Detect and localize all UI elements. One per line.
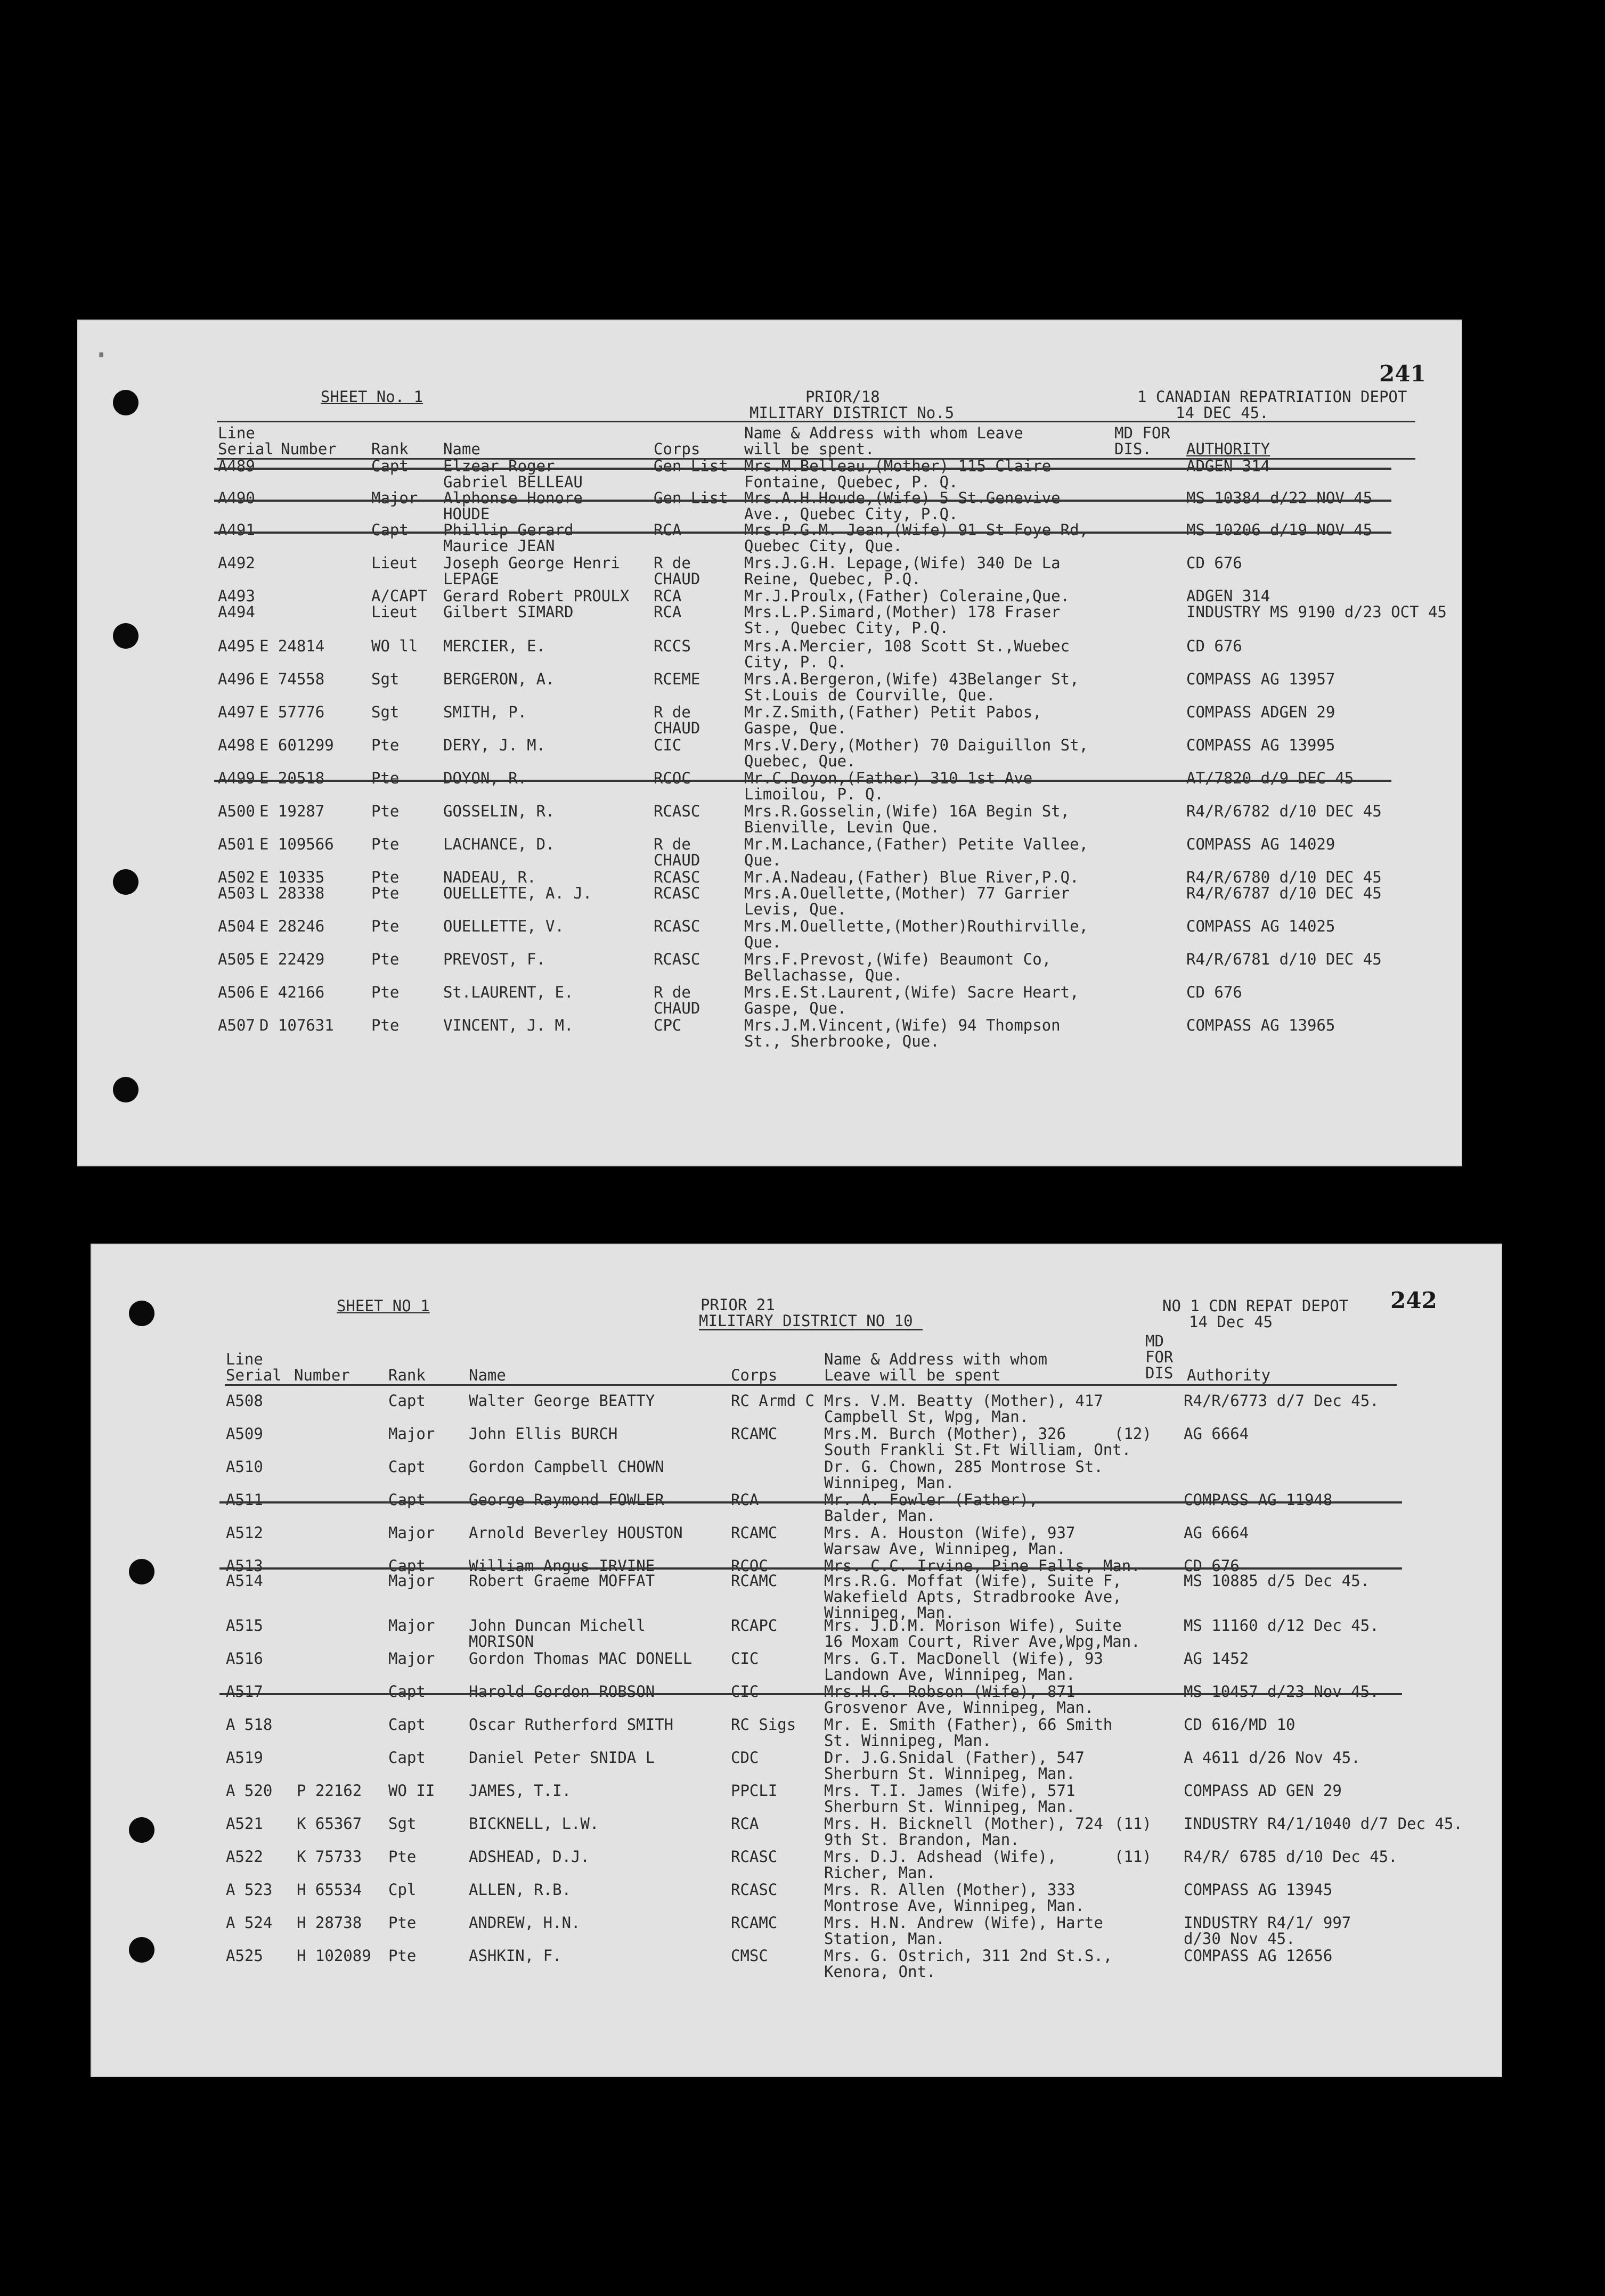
cell-authority: INDUSTRY R4/1/1040 d/7 Dec 45. [1184, 1815, 1463, 1833]
cell-name: Arnold Beverley HOUSTON [469, 1524, 683, 1542]
cell-address: Mrs.E.St.Laurent,(Wife) Sacre Heart, Gaspe, Que. [744, 983, 1079, 1017]
col-address: Name & Address with whom [824, 1350, 1048, 1368]
cell-number: K 75733 [297, 1848, 362, 1866]
margin-mark: · [92, 337, 111, 374]
cell-serial: A511 [226, 1491, 263, 1509]
cell-name: ANDREW, H.N. [469, 1914, 581, 1932]
page-number: 242 [1390, 1287, 1437, 1313]
cell-name: OUELLETTE, V. [443, 917, 564, 935]
cell-rank: Major [371, 489, 418, 507]
cell-name: William Angus IRVINE [469, 1557, 655, 1575]
depot-label: 1 CANADIAN REPATRIATION DEPOT [1137, 388, 1407, 406]
cell-name: OUELLETTE, A. J. [443, 884, 592, 902]
strikethrough-line [219, 1501, 1402, 1504]
cell-serial: A489 [218, 457, 255, 475]
cell-serial: A502 [218, 868, 255, 886]
cell-corps: RCAPC [731, 1616, 778, 1635]
cell-authority: R4/R/ 6785 d/10 Dec 45. [1184, 1848, 1398, 1866]
cell-authority: AG 1452 [1184, 1649, 1249, 1668]
cell-serial: A508 [226, 1392, 263, 1410]
cell-rank: Cpl [388, 1881, 417, 1899]
cell-corps: RCASC [731, 1881, 778, 1899]
cell-number: E 42166 [259, 983, 325, 1001]
cell-corps: PPCLI [731, 1782, 778, 1800]
cell-serial: A515 [226, 1616, 263, 1635]
cell-address: Mrs.L.P.Simard,(Mother) 178 Fraser St., Quebec City, P.Q. [744, 603, 1061, 637]
cell-authority: COMPASS AG 11948 [1184, 1491, 1333, 1509]
strikethrough-line [214, 500, 1391, 502]
cell-corps: RC Armd C [731, 1392, 815, 1410]
cell-serial: A501 [218, 835, 255, 853]
cell-number: D 107631 [259, 1016, 334, 1034]
cell-name: GOSSELIN, R. [443, 802, 555, 820]
cell-serial: A493 [218, 587, 255, 605]
cell-authority: R4/R/6780 d/10 DEC 45 [1186, 868, 1382, 886]
cell-number: L 28338 [259, 884, 325, 902]
cell-rank: Capt [371, 457, 409, 475]
cell-name: St.LAURENT, E. [443, 983, 574, 1001]
cell-number: E 74558 [259, 670, 325, 688]
strikethrough-line [214, 780, 1391, 782]
cell-authority: CD 616/MD 10 [1184, 1715, 1296, 1734]
col-corps: Corps [654, 440, 700, 458]
cell-address: Mrs.A.Bergeron,(Wife) 43Belanger St, St.Louis de Courville, Que. [744, 670, 1079, 704]
cell-address: Mrs. C.C. Irvine, Pine Falls, Man. [824, 1557, 1140, 1575]
cell-serial: A490 [218, 489, 255, 507]
header-rule [217, 421, 1415, 422]
cell-address: Mrs. D.J. Adshead (Wife), Richer, Man. [824, 1848, 1057, 1882]
punch-hole [129, 1817, 154, 1843]
cell-rank: Pte [371, 769, 400, 787]
cell-serial: A510 [226, 1458, 263, 1476]
cell-rank: Sgt [388, 1815, 417, 1833]
cell-authority: R4/R/6787 d/10 DEC 45 [1186, 884, 1382, 902]
cell-name: BICKNELL, L.W. [469, 1815, 599, 1833]
cell-address: Mrs.A.Ouellette,(Mother) 77 Garrier Levis, Que. [744, 884, 1070, 918]
strikethrough-line [219, 1567, 1402, 1570]
cell-corps: R de CHAUD [654, 554, 700, 588]
col-line: Line [226, 1350, 263, 1368]
cell-serial: A491 [218, 521, 255, 539]
cell-rank: Pte [388, 1947, 417, 1965]
cell-corps: RCASC [654, 868, 700, 886]
cell-rank: Sgt [371, 670, 400, 688]
cell-rank: Capt [388, 1748, 426, 1767]
cell-address: Mrs.V.Dery,(Mother) 70 Daiguillon St, Quebec, Que. [744, 736, 1089, 770]
cell-name: Harold Gordon ROBSON [469, 1682, 655, 1701]
cell-name: Phillip Gerard Maurice JEAN [443, 521, 574, 555]
cell-rank: WO ll [371, 637, 418, 655]
cell-authority: INDUSTRY R4/1/ 997 d/30 Nov 45. [1184, 1914, 1351, 1948]
cell-address: Dr. J.G.Snidal (Father), 547 Sherburn St. Winnipeg, Man. [824, 1748, 1085, 1783]
cell-number: E 601299 [259, 736, 334, 754]
cell-authority: COMPASS AG 13965 [1186, 1016, 1335, 1034]
cell-serial: A517 [226, 1682, 263, 1701]
cell-corps: RCASC [731, 1848, 778, 1866]
cell-address: Mrs. R. Allen (Mother), 333 Montrose Ave, Winnipeg, Man. [824, 1881, 1085, 1915]
cell-rank: Pte [371, 736, 400, 754]
cell-serial: A492 [218, 554, 255, 572]
cell-authority: ADGEN 314 [1186, 587, 1270, 605]
cell-corps: CMSC [731, 1947, 768, 1965]
cell-rank: A/CAPT [371, 587, 427, 605]
cell-name: VINCENT, J. M. [443, 1016, 574, 1034]
cell-corps: R de CHAUD [654, 983, 700, 1017]
cell-serial: A495 [218, 637, 255, 655]
cell-rank: Capt [388, 1392, 426, 1410]
cell-address: Mrs. A. Houston (Wife), 937 Warsaw Ave, Winnipeg, Man. [824, 1524, 1076, 1558]
cell-corps: RCA [654, 603, 682, 621]
cell-authority: R4/R/6782 d/10 DEC 45 [1186, 802, 1382, 820]
cell-serial: A512 [226, 1524, 263, 1542]
cell-rank: Capt [388, 1715, 426, 1734]
cell-rank: Major [388, 1649, 435, 1668]
col-md-2: FOR [1145, 1348, 1174, 1366]
cell-address: Mrs.J.G.H. Lepage,(Wife) 340 De La Reine, Quebec, P.Q. [744, 554, 1061, 588]
col-md: MD FOR [1114, 424, 1170, 442]
col-line: Line [218, 424, 255, 442]
cell-rank: Capt [388, 1458, 426, 1476]
cell-name: Walter George BEATTY [469, 1392, 655, 1410]
cell-authority: ADGEN 314 [1186, 457, 1270, 475]
cell-serial: A519 [226, 1748, 263, 1767]
cell-name: Robert Graeme MOFFAT [469, 1572, 655, 1590]
strikethrough-line [214, 532, 1391, 534]
cell-address: Mrs. J.D.M. Morison Wife), Suite 16 Moxam Court, River Ave,Wpg,Man. [824, 1616, 1140, 1650]
punch-hole [113, 390, 138, 415]
cell-authority: COMPASS AG 13945 [1184, 1881, 1333, 1899]
cell-address: Mr.M.Lachance,(Father) Petite Vallee, Que. [744, 835, 1089, 869]
cell-authority: MS 10457 d/23 Nov 45. [1184, 1682, 1379, 1701]
cell-number: H 65534 [297, 1881, 362, 1899]
cell-number: E 109566 [259, 835, 334, 853]
cell-corps: CDC [731, 1748, 759, 1767]
cell-name: Gordon Thomas MAC DONELL [469, 1649, 692, 1668]
cell-address: Mrs.R.Gosselin,(Wife) 16A Begin St, Bienville, Levin Que. [744, 802, 1070, 836]
cell-address: Mrs.P.G.M. Jean,(Wife) 91 St Foye Rd, Quebec City, Que. [744, 521, 1089, 555]
cell-corps: RCAMC [731, 1524, 778, 1542]
cell-name: John Ellis BURCH [469, 1425, 618, 1443]
cell-corps: RCASC [654, 950, 700, 968]
col-authority: AUTHORITY [1186, 440, 1270, 458]
cell-serial: A498 [218, 736, 255, 754]
cell-number: P 22162 [297, 1782, 362, 1800]
cell-address: Mr. E. Smith (Father), 66 Smith St. Winnipeg, Man. [824, 1715, 1113, 1750]
cell-corps: RCOC [731, 1557, 768, 1575]
cell-corps: R de CHAUD [654, 703, 700, 737]
cell-rank: Lieut [371, 603, 418, 621]
cell-rank: Capt [388, 1557, 426, 1575]
cell-address: Mrs.H.G. Robson (Wife), 871 Grosvenor Ave, Winnipeg, Man. [824, 1682, 1094, 1717]
sheet-date: 14 Dec 45 [1189, 1313, 1273, 1331]
punch-hole [113, 1077, 138, 1102]
cell-name: John Duncan Michell MORISON [469, 1616, 646, 1650]
cell-corps: CIC [731, 1682, 759, 1701]
cell-authority: COMPASS AG 13995 [1186, 736, 1335, 754]
cell-address: Mrs.R.G. Moffat (Wife), Suite F, Wakefield Apts, Stradbrooke Ave, Winnipeg, Man. [824, 1572, 1122, 1622]
cell-rank: Pte [371, 884, 400, 902]
cell-serial: A 523 [226, 1881, 273, 1899]
cell-rank: Capt [388, 1491, 426, 1509]
cell-corps: RCA [731, 1815, 759, 1833]
header-rule [699, 1329, 923, 1330]
cell-name: George Raymond FOWLER [469, 1491, 664, 1509]
cell-name: ADSHEAD, D.J. [469, 1848, 590, 1866]
cell-name: Daniel Peter SNIDA L [469, 1748, 655, 1767]
punch-hole [129, 1301, 154, 1326]
punch-hole [129, 1937, 154, 1963]
col-serial: Serial [226, 1366, 282, 1384]
ledger-sheet-242 [91, 1244, 1502, 2077]
col-serial: Serial [218, 440, 274, 458]
punch-hole [113, 623, 138, 649]
col-rank: Rank [371, 440, 409, 458]
cell-name: Oscar Rutherford SMITH [469, 1715, 674, 1734]
cell-rank: Pte [371, 868, 400, 886]
district-label: MILITARY DISTRICT No.5 [749, 404, 955, 422]
cell-authority: AG 6664 [1184, 1425, 1249, 1443]
cell-corps: RCOC [654, 769, 691, 787]
cell-rank: Lieut [371, 554, 418, 572]
cell-rank: Major [388, 1572, 435, 1590]
cell-address: Mrs.M.Ouellette,(Mother)Routhirville, Que. [744, 917, 1089, 951]
col-md-3: DIS [1145, 1364, 1174, 1382]
cell-rank: Pte [371, 917, 400, 935]
cell-number: E 57776 [259, 703, 325, 721]
cell-corps: RCASC [654, 802, 700, 820]
cell-authority: R4/R/6773 d/7 Dec 45. [1184, 1392, 1379, 1410]
cell-serial: A499 [218, 769, 255, 787]
cell-address: Mrs.M. Burch (Mother), 326 South Frankli St.Ft William, Ont. [824, 1425, 1131, 1459]
col-md-2: DIS. [1114, 440, 1152, 458]
strikethrough-line [214, 468, 1391, 470]
cell-name: NADEAU, R. [443, 868, 536, 886]
district-label: MILITARY DISTRICT NO 10 [699, 1312, 913, 1330]
cell-serial: A525 [226, 1947, 263, 1965]
cell-authority: COMPASS AG 14025 [1186, 917, 1335, 935]
cell-name: ASHKIN, F. [469, 1947, 562, 1965]
cell-name: Gilbert SIMARD [443, 603, 574, 621]
cell-serial: A522 [226, 1848, 263, 1866]
prior-label: PRIOR/18 [805, 388, 880, 406]
cell-serial: A503 [218, 884, 255, 902]
cell-rank: WO II [388, 1782, 435, 1800]
cell-serial: A514 [226, 1572, 263, 1590]
page-number: 241 [1379, 361, 1426, 387]
cell-serial: A521 [226, 1815, 263, 1833]
punch-hole [113, 869, 138, 895]
prior-label: PRIOR 21 [700, 1296, 775, 1314]
col-rank: Rank [388, 1366, 426, 1384]
cell-authority: MS 10206 d/19 NOV 45 [1186, 521, 1373, 539]
cell-authority: MS 11160 d/12 Dec 45. [1184, 1616, 1379, 1635]
cell-name: LACHANCE, D. [443, 835, 555, 853]
cell-number: H 28738 [297, 1914, 362, 1932]
cell-corps: RCEME [654, 670, 700, 688]
cell-address: Mr.A.Nadeau,(Father) Blue River,P.Q. [744, 868, 1079, 886]
cell-corps: RCA [731, 1491, 759, 1509]
col-name: Name [469, 1366, 506, 1384]
cell-corps: RCASC [654, 884, 700, 902]
cell-authority: CD 676 [1184, 1557, 1240, 1575]
cell-corps: CPC [654, 1016, 682, 1034]
cell-corps: RCAMC [731, 1572, 778, 1590]
cell-rank: Major [388, 1524, 435, 1542]
cell-md: (11) [1114, 1848, 1152, 1866]
cell-authority: CD 676 [1186, 637, 1242, 655]
cell-address: Mrs. H.N. Andrew (Wife), Harte Station, Man. [824, 1914, 1103, 1948]
cell-corps: RCA [654, 587, 682, 605]
cell-rank: Pte [371, 802, 400, 820]
cell-serial: A504 [218, 917, 255, 935]
sheet-label: SHEET NO 1 [337, 1297, 430, 1315]
cell-rank: Capt [371, 521, 409, 539]
cell-address: Mrs.M.Belleau,(Mother) 115 Claire Fontaine, Quebec, P. Q. [744, 457, 1052, 491]
cell-name: Joseph George Henri LEPAGE [443, 554, 620, 588]
cell-authority: MS 10885 d/5 Dec 45. [1184, 1572, 1370, 1590]
cell-corps: RCASC [654, 917, 700, 935]
cell-number: K 65367 [297, 1815, 362, 1833]
cell-corps: RCCS [654, 637, 691, 655]
cell-authority: AG 6664 [1184, 1524, 1249, 1542]
cell-name: DOYON, R. [443, 769, 527, 787]
cell-serial: A506 [218, 983, 255, 1001]
col-number: Number [281, 440, 337, 458]
cell-number: E 24814 [259, 637, 325, 655]
cell-serial: A496 [218, 670, 255, 688]
cell-rank: Pte [388, 1848, 417, 1866]
cell-number: E 20518 [259, 769, 325, 787]
cell-address: Mr.C.Doyon,(Father) 310 1st Ave Limoilou, P. Q. [744, 769, 1033, 803]
cell-authority: R4/R/6781 d/10 DEC 45 [1186, 950, 1382, 968]
col-name: Name [443, 440, 480, 458]
cell-address: Mrs.A.H.Houde,(Wife) 5 St.Genevive Ave., Quebec City, P.Q. [744, 489, 1061, 523]
sheet-label: SHEET No. 1 [321, 388, 423, 406]
cell-rank: Pte [371, 950, 400, 968]
col-number: Number [294, 1366, 350, 1384]
strikethrough-line [219, 1693, 1402, 1695]
cell-name: ALLEN, R.B. [469, 1881, 572, 1899]
cell-address: Mrs. H. Bicknell (Mother), 724 9th St. Brandon, Man. [824, 1815, 1103, 1849]
cell-authority: COMPASS AG 14029 [1186, 835, 1335, 853]
col-corps: Corps [731, 1366, 778, 1384]
cell-rank: Major [388, 1425, 435, 1443]
cell-corps: Gen List [654, 489, 728, 507]
cell-name: PREVOST, F. [443, 950, 546, 968]
cell-number: E 10335 [259, 868, 325, 886]
cell-rank: Pte [371, 1016, 400, 1034]
cell-address: Mrs. G. Ostrich, 311 2nd St.S., Kenora, Ont. [824, 1947, 1113, 1981]
cell-serial: A497 [218, 703, 255, 721]
cell-address: Mr. A. Fowler (Father), Balder, Man. [824, 1491, 1038, 1525]
cell-corps: RCAMC [731, 1425, 778, 1443]
cell-md: (11) [1114, 1815, 1152, 1833]
cell-name: BERGERON, A. [443, 670, 555, 688]
cell-rank: Pte [388, 1914, 417, 1932]
cell-serial: A500 [218, 802, 255, 820]
cell-name: Gerard Robert PROULX [443, 587, 630, 605]
col-address-2: Leave will be spent [824, 1366, 1001, 1384]
cell-authority: A 4611 d/26 Nov 45. [1184, 1748, 1360, 1767]
cell-serial: A 524 [226, 1914, 273, 1932]
cell-name: JAMES, T.I. [469, 1782, 572, 1800]
cell-address: Mrs. G.T. MacDonell (Wife), 93 Landown Ave, Winnipeg, Man. [824, 1649, 1103, 1684]
col-address-2: will be spent. [744, 440, 875, 458]
cell-serial: A505 [218, 950, 255, 968]
cell-authority: MS 10384 d/22 NOV 45 [1186, 489, 1373, 507]
punch-hole [129, 1559, 154, 1584]
cell-authority: AT/7820 d/9 DEC 45 [1186, 769, 1354, 787]
cell-authority: INDUSTRY MS 9190 d/23 OCT 45 [1186, 603, 1447, 621]
cell-authority: COMPASS AD GEN 29 [1184, 1782, 1342, 1800]
ledger-sheet-241 [77, 320, 1462, 1166]
cell-serial: A 518 [226, 1715, 273, 1734]
cell-rank: Capt [388, 1682, 426, 1701]
cell-serial: A 520 [226, 1782, 273, 1800]
cell-number: E 19287 [259, 802, 325, 820]
col-authority: Authority [1187, 1366, 1271, 1384]
cell-name: Gordon Campbell CHOWN [469, 1458, 664, 1476]
cell-address: Mrs.A.Mercier, 108 Scott St.,Wuebec City, P. Q. [744, 637, 1070, 671]
cell-address: Mrs.J.M.Vincent,(Wife) 94 Thompson St., Sherbrooke, Que. [744, 1016, 1061, 1050]
cell-name: Alphonse Honore HOUDE [443, 489, 583, 523]
cell-serial: A507 [218, 1016, 255, 1034]
header-rule [225, 1384, 1397, 1386]
cell-serial: A516 [226, 1649, 263, 1668]
cell-name: MERCIER, E. [443, 637, 546, 655]
cell-corps: RCAMC [731, 1914, 778, 1932]
cell-number: H 102089 [297, 1947, 371, 1965]
cell-number: E 22429 [259, 950, 325, 968]
depot-label: NO 1 CDN REPAT DEPOT [1162, 1297, 1349, 1315]
cell-name: Elzear Roger Gabriel BELLEAU [443, 457, 583, 491]
cell-corps: Gen List [654, 457, 728, 475]
cell-authority: CD 676 [1186, 554, 1242, 572]
cell-corps: CIC [654, 736, 682, 754]
cell-address: Mrs. V.M. Beatty (Mother), 417 Campbell St, Wpg, Man. [824, 1392, 1103, 1426]
cell-corps: CIC [731, 1649, 759, 1668]
cell-authority: COMPASS AG 12656 [1184, 1947, 1333, 1965]
cell-serial: A494 [218, 603, 255, 621]
cell-serial: A513 [226, 1557, 263, 1575]
cell-authority: COMPASS ADGEN 29 [1186, 703, 1335, 721]
cell-rank: Sgt [371, 703, 400, 721]
cell-corps: RC Sigs [731, 1715, 796, 1734]
cell-address: Mrs. T.I. James (Wife), 571 Sherburn St. Winnipeg, Man. [824, 1782, 1076, 1816]
col-md: MD [1145, 1332, 1164, 1350]
cell-number: E 28246 [259, 917, 325, 935]
cell-address: Mr.Z.Smith,(Father) Petit Pabos, Gaspe, Que. [744, 703, 1042, 737]
cell-md: (12) [1114, 1425, 1152, 1443]
cell-rank: Major [388, 1616, 435, 1635]
cell-address: Dr. G. Chown, 285 Montrose St. Winnipeg, Man. [824, 1458, 1103, 1492]
cell-rank: Pte [371, 983, 400, 1001]
sheet-date: 14 DEC 45. [1176, 404, 1269, 422]
cell-name: SMITH, P. [443, 703, 527, 721]
cell-serial: A509 [226, 1425, 263, 1443]
cell-address: Mrs.F.Prevost,(Wife) Beaumont Co, Bellachasse, Que. [744, 950, 1052, 984]
cell-corps: RCA [654, 521, 682, 539]
cell-authority: CD 676 [1186, 983, 1242, 1001]
cell-corps: R de CHAUD [654, 835, 700, 869]
cell-authority: COMPASS AG 13957 [1186, 670, 1335, 688]
cell-address: Mr.J.Proulx,(Father) Coleraine,Que. [744, 587, 1070, 605]
cell-name: DERY, J. M. [443, 736, 546, 754]
col-address: Name & Address with whom Leave [744, 424, 1023, 442]
cell-rank: Pte [371, 835, 400, 853]
